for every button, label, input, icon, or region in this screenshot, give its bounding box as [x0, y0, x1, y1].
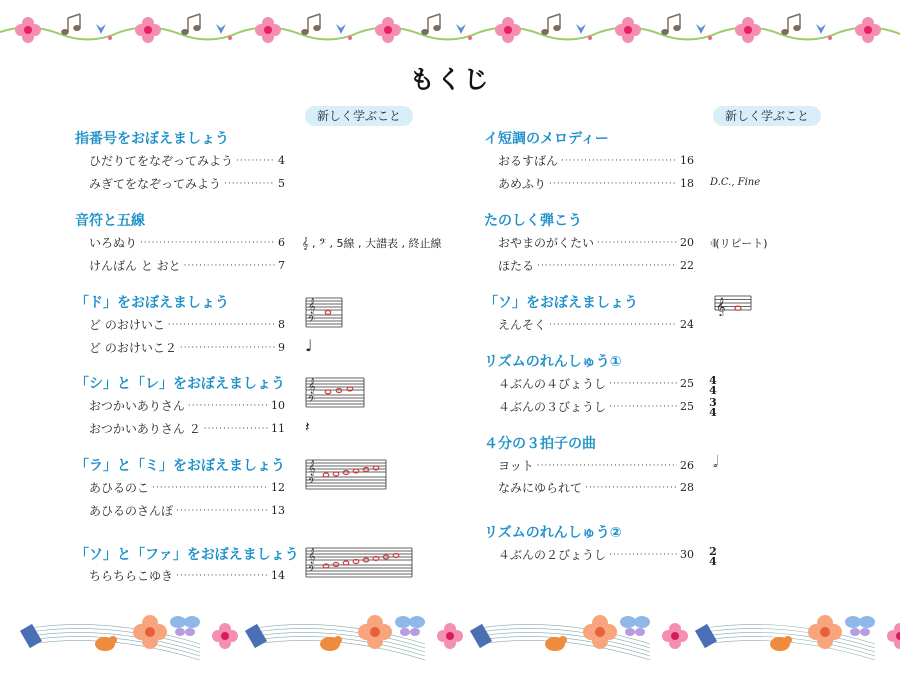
toc-entry[interactable] [498, 398, 694, 416]
svg-text:𝄞: 𝄞 [716, 297, 726, 316]
toc-section [484, 129, 609, 149]
new-learning-badge-left: 新しく学ぶこと [305, 106, 413, 126]
entry-title: おるすばん [498, 154, 559, 168]
toc-entry[interactable] [89, 420, 285, 438]
entry-page: 10 [271, 399, 285, 412]
toc-entry[interactable] [498, 375, 694, 393]
entry-page: 28 [680, 481, 694, 494]
entry-title: あめふり [498, 177, 547, 191]
flower-icon [133, 615, 167, 649]
entry-title: ど のおけいこ [89, 318, 165, 332]
entry-title: ４ぶんの２びょうし [498, 548, 607, 562]
section-title: 「ド」をおぼえましょう [75, 295, 229, 311]
bottom-floral-border [0, 596, 900, 674]
section-title: 「ソ」をおぼえましょう [484, 295, 638, 311]
new-learning-note: 𝄞 , 𝄢 , 5線 , 大譜表 , 終止線 [302, 237, 442, 250]
entry-page: 25 [680, 400, 694, 413]
quarter-note-icon: ♩ [305, 336, 313, 355]
section-title: 指番号をおぼえましょう [75, 131, 229, 147]
flower-icon [212, 623, 238, 649]
entry-page: 4 [278, 154, 285, 167]
butterfly-icon [170, 616, 200, 636]
svg-text:𝄢: 𝄢 [308, 394, 316, 407]
grand-staff-icon [304, 544, 414, 580]
toc-section [75, 211, 145, 231]
pencil-icon [20, 624, 42, 648]
entry-page: 14 [271, 569, 285, 582]
entry-page: 30 [680, 548, 694, 561]
grand-staff-icon [304, 374, 366, 410]
entry-title: おつかいありさん [89, 399, 185, 413]
entry-title: ちらちらこゆき [89, 569, 174, 583]
entry-title: あひるのこ [89, 481, 150, 495]
grand-staff-icon [304, 456, 388, 492]
toc-section [484, 293, 638, 313]
toc-entry[interactable] [498, 479, 694, 497]
entry-title: ４ぶんの４びょうし [498, 377, 607, 391]
section-title: たのしく弾こう [484, 213, 582, 229]
toc-entry[interactable] [498, 546, 694, 564]
entry-title: なみにゆられて [498, 481, 583, 495]
new-learning-note: 𝄇(リピート) [710, 237, 768, 250]
entry-title: いろぬり [89, 236, 138, 250]
entry-title: えんそく [498, 318, 547, 332]
entry-page: 8 [278, 318, 285, 331]
toc-entry[interactable] [89, 234, 285, 252]
toc-entry[interactable] [498, 152, 694, 170]
grand-staff-icon [304, 294, 344, 330]
entry-page: 12 [271, 481, 285, 494]
entry-title: ほたる [498, 259, 535, 273]
toc-section [75, 456, 285, 476]
entry-page: 20 [680, 236, 694, 249]
entry-title: けんばん と おと [89, 259, 181, 273]
toc-entry[interactable] [89, 152, 285, 170]
entry-page: 5 [278, 177, 285, 190]
entry-page: 11 [271, 422, 285, 435]
toc-section [484, 434, 596, 454]
toc-entry[interactable] [498, 316, 694, 334]
toc-entry[interactable] [89, 479, 285, 497]
flower-icon [15, 17, 41, 43]
entry-page: 6 [278, 236, 285, 249]
section-title: 「ソ」と「ファ」をおぼえましょう [75, 547, 299, 563]
entry-title: ひだりてをなぞってみよう [89, 154, 234, 168]
toc-section [75, 293, 229, 313]
toc-section [484, 523, 622, 543]
treble-staff-icon [713, 292, 753, 316]
toc-entry[interactable] [89, 316, 285, 334]
svg-text:𝄢: 𝄢 [308, 476, 316, 489]
entry-page: 13 [271, 504, 285, 517]
entry-title: ヨット [498, 459, 534, 473]
entry-page: 24 [680, 318, 694, 331]
entry-page: 22 [680, 259, 694, 272]
bird-icon [95, 636, 117, 651]
top-floral-border [0, 0, 900, 56]
toc-entry[interactable] [498, 457, 694, 475]
section-title: リズムのれんしゅう② [484, 525, 622, 541]
svg-text:𝄢: 𝄢 [308, 314, 316, 327]
entry-title: ４ぶんの３びょうし [498, 400, 607, 414]
new-learning-note: D.C., Fine [710, 177, 761, 188]
svg-text:𝄞: 𝄞 [308, 461, 316, 476]
toc-section [75, 545, 299, 565]
section-title: 音符と五線 [75, 213, 145, 229]
entry-title: ど のおけいこ２ [89, 341, 177, 355]
section-title: 「ラ」と「ミ」をおぼえましょう [75, 458, 285, 474]
toc-entry[interactable] [498, 175, 694, 193]
entry-page: 16 [680, 154, 694, 167]
section-title: ４分の３拍子の曲 [484, 436, 596, 452]
toc-section [484, 352, 622, 372]
toc-entry[interactable] [89, 257, 285, 275]
entry-title: おつかいありさん ２ [89, 422, 201, 436]
entry-title: みぎてをなぞってみよう [89, 177, 222, 191]
new-learning-badge-right: 新しく学ぶこと [713, 106, 821, 126]
toc-entry[interactable] [89, 175, 285, 193]
music-note-icon [62, 14, 80, 34]
svg-text:𝄢: 𝄢 [308, 564, 316, 577]
section-title: 「シ」と「レ」をおぼえましょう [75, 376, 285, 392]
half-note-icon: 𝅗𝅥 [713, 452, 719, 471]
svg-text:𝄞: 𝄞 [308, 299, 316, 314]
section-title: イ短調のメロディー [484, 131, 609, 147]
entry-page: 25 [680, 377, 694, 390]
toc-entry[interactable] [89, 567, 285, 585]
entry-page: 26 [680, 459, 694, 472]
entry-title: あひるのさんぽ [89, 504, 174, 518]
toc-section [484, 211, 582, 231]
svg-text:𝄞: 𝄞 [308, 379, 316, 394]
toc-entry[interactable] [89, 339, 285, 357]
entry-title: おやまのがくたい [498, 236, 595, 250]
toc-entry[interactable] [89, 502, 285, 520]
page-title: もくじ [409, 65, 491, 94]
toc-entry[interactable] [89, 397, 285, 415]
toc-entry[interactable] [498, 257, 694, 275]
entry-page: 7 [278, 259, 285, 272]
toc-entry[interactable] [498, 234, 694, 252]
toc-section [75, 374, 285, 394]
time-signature-2-4: 2 4 [709, 545, 717, 568]
entry-page: 18 [680, 177, 694, 190]
time-signature-3-4: 3 4 [709, 396, 717, 419]
toc-section [75, 129, 229, 149]
time-signature-4-4: 4 4 [709, 374, 717, 397]
entry-page: 9 [278, 341, 285, 354]
svg-text:𝄞: 𝄞 [308, 549, 316, 564]
section-title: リズムのれんしゅう① [484, 354, 622, 370]
quarter-rest-icon: 𝄽 [305, 418, 310, 436]
